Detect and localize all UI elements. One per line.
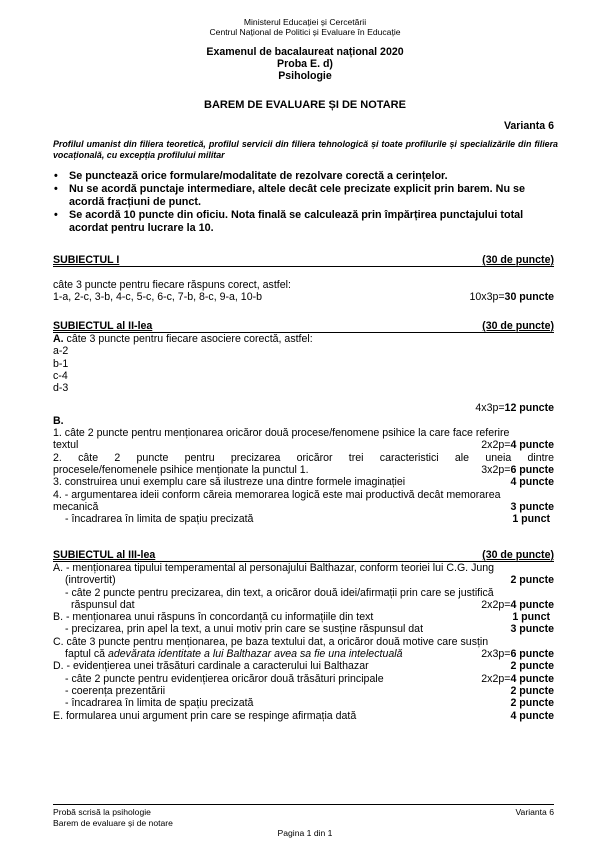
s2-a-item: b-1 [53,357,69,370]
s2-a-item: c-4 [53,369,68,382]
varianta-label: Varianta 6 [503,120,554,132]
ministry-header [0,17,610,37]
section-title: SUBIECTUL I [53,254,120,266]
s2-b1-score: 2x2p=4 puncte [481,439,554,452]
footer-left-1: Probă scrisă la psihologie [53,807,151,817]
s3-b2-row: - precizarea, prin apel la text, a unui motiv prin care se susține răspunsul dat 3 puncte [65,623,554,636]
barem-title: BAREM DE EVALUARE ȘI DE NOTARE [204,99,406,111]
s2-b1-row: textul 2x2p=4 puncte [53,439,554,452]
s2-b2-row: procesele/fenomenele psihice menționate la punctul 1. 3x2p=6 puncte [53,463,554,476]
s2-a-score: 4x3p=12 puncte [475,402,554,415]
s2-b3-row: 3. construirea unui exemplu care să ilustreze una dintre formele imaginației 4 puncte [53,476,554,489]
exam-title: Examenul de bacalaureat național 2020 [206,46,404,58]
profile-text: Profilul umanist din filiera teoretică, profilul servicii din filiera tehnologică și toate profilurile și specializările din filiera vocațională, cu excepția profilului militar [53,139,558,160]
rules-list [53,170,558,235]
s3-a2-text: - câte 2 puncte pentru precizarea, din text, a oricăror două idei/afirmații prin care se justifică [65,586,494,599]
s3-d3-row: - coerența prezentării 2 puncte [65,684,554,697]
s3-d1-score: 2 puncte [510,660,554,673]
s2-b1-text: 1. câte 2 puncte pentru menționarea oricăror două procese/fenomene psihice la care face referire [53,427,510,440]
rule-item: • Nu se acordă punctaje intermediare, altele decât cele precizate explicit prin barem. Nu se acordă fracțiuni de punct. [54,183,526,208]
s3-b1-score: 1 punct [512,611,550,624]
s1-answers: 1-a, 2-c, 3-b, 4-c, 5-c, 6-c, 7-b, 8-c, 9-a, 10-b [53,291,263,304]
s2-b2-text: 2. câte 2 puncte pentru precizarea oricăror trei caracteristici ale uneia dintre [53,451,554,464]
s2-a-item: d-3 [53,382,69,395]
s3-a2-row: răspunsul dat 2x2p=4 puncte [71,598,554,611]
s3-d2-row: - câte 2 puncte pentru evidențierea oricăror două trăsături principale 2x2p=4 puncte [65,672,554,685]
s2-b2-score: 3x2p=6 puncte [481,463,554,476]
ministry-line-1: Ministerul Educației și Cercetării [243,17,367,27]
s3-c-score: 2x3p=6 puncte [481,648,554,661]
section-points: (30 de puncte) [482,320,554,332]
rule-item: • Se punctează orice formulare/modalitate de rezolvare corectă a cerințelor. [54,170,448,182]
section-title: SUBIECTUL al II-lea [53,320,153,332]
s3-c-text: C. câte 3 puncte pentru menționarea, pe baza textului dat, a oricăror două motive care susțin [53,635,489,648]
s3-d3-score: 2 puncte [510,684,554,697]
footer-varianta: Varianta 6 [515,807,554,817]
exam-header [0,46,610,82]
subject-label: Psihologie [278,70,332,82]
bullet-icon: • [54,170,58,182]
s2-a-item: a-2 [53,345,69,358]
bullet-icon: • [54,209,58,221]
rule-item: • Se acordă 10 puncte din oficiu. Nota finală se calculează prin împărțirea punctajului total acordat pentru lucrare la 10. [54,209,524,234]
s3-a1-row: (introvertit) 2 puncte [65,574,554,587]
s3-b2-score: 3 puncte [510,623,554,636]
section-points: (30 de puncte) [482,254,554,266]
section-header [53,320,554,333]
section-points: (30 de puncte) [482,549,554,561]
s2-b3-score: 4 puncte [510,476,554,489]
section-subiectul-2 [53,320,554,525]
section-subiectul-1 [53,254,554,304]
page-number: Pagina 1 din 1 [277,828,333,838]
s2-b-label: B. [53,414,64,427]
section-title: SUBIECTUL al III-lea [53,549,156,561]
s3-d4-score: 2 puncte [510,697,554,710]
footer-left-2: Barem de evaluare și de notare [53,818,173,828]
s3-c-row: faptul că adevărata identitate a lui Balthazar avea sa fie una intelectuală 2x3p=6 puncte [65,648,554,661]
s3-e-score: 4 puncte [510,709,554,722]
s1-score: 10x3p=30 puncte [469,291,554,304]
bullet-icon: • [54,183,58,195]
section-subiectul-3 [53,549,554,722]
s3-b1-row: B. - menționarea unui răspuns în concordanță cu informațiile din text 1 punct [53,611,554,623]
section-header [53,549,554,562]
s3-a1-text: A. - menționarea tipului temperamental al personajului Balthazar, conform teoriei lui C.G. Jung [53,562,495,574]
s1-answers-row [53,291,554,303]
s3-d1-row: D. - evidențierea unei trăsături cardinale a caracterului lui Balthazar 2 puncte [53,660,554,673]
s2-a-intro: A. câte 3 puncte pentru fiecare asociere corectă, astfel: [53,333,313,345]
s1-intro: câte 3 puncte pentru fiecare răspuns corect, astfel: [53,279,291,291]
s2-b4b-row: - încadrarea în limita de spațiu precizată 1 punct [53,513,554,525]
s3-d2-score: 2x2p=4 puncte [481,672,554,685]
section-header [53,254,554,267]
s3-a2-score: 2x2p=4 puncte [481,598,554,611]
s2-b4-row: mecanică 3 puncte [53,500,554,513]
s2-b4-text: 4. - argumentarea ideii conform căreia memorarea logică este mai productivă decât memorarea [53,488,501,501]
proba-label: Proba E. d) [277,58,333,70]
s3-e-row: E. formularea unui argument prin care se respinge afirmația dată 4 puncte [53,709,554,722]
s3-a1-score: 2 puncte [510,574,554,587]
s2-b4b-score: 1 punct [512,513,550,526]
page-footer [53,804,554,829]
s3-d4-row: - încadrarea în limita de spațiu precizată 2 puncte [65,697,554,710]
s2-b4-score: 3 puncte [510,500,554,513]
ministry-line-2: Centrul Național de Politici și Evaluare în Educație [209,27,401,37]
